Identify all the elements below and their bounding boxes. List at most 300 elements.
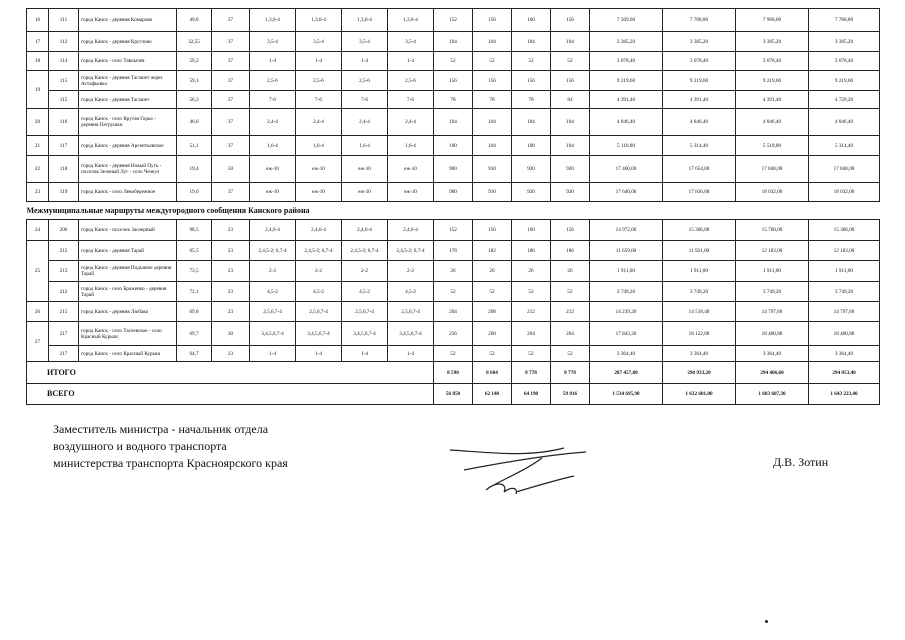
cell-code: 215 [49,302,79,322]
cell-cls: 37 [212,91,250,109]
cell-m3: 4 391,40 [736,91,809,109]
cell-q1: 178 [434,241,473,261]
cell-len: 69,7 [177,322,212,346]
signatory-title [53,421,288,472]
cell-s2: 2-2 [296,261,342,282]
cell-m3: 14 797,60 [736,302,809,322]
cell-m2: 14 518,40 [663,302,736,322]
cell-m1: 17 460,00 [590,156,663,183]
cell-s2: 2,4,5-2; 6,7-4 [296,241,342,261]
cell-s4: 3,4,5,6,7-4 [388,322,434,346]
cell-q4: 104 [551,109,590,136]
cell-code: 213 [49,261,79,282]
cell-s4: 1-4 [388,52,434,71]
cell-s2: 4,5-2 [296,282,342,302]
table-row [27,346,880,362]
cell-q4: 212 [551,302,590,322]
cell-q1: 256 [434,322,473,346]
cell-q3: 52 [512,346,551,362]
cell-m4: 3 749,20 [809,282,880,302]
cell-q3: 26 [512,261,551,282]
cell-q3: 52 [512,282,551,302]
cell-m3: 9 219,60 [736,71,809,91]
cell-q2: 104 [473,32,512,52]
cell-m2: 9 219,60 [663,71,736,91]
cell-q1: 900 [434,183,473,202]
cell-s4: еж-10 [388,156,434,183]
cell-q3: 108 [512,136,551,156]
cell-m1: 17 843,20 [590,322,663,346]
cell-q3: 264 [512,322,551,346]
cell-m2: 7 768,80 [663,9,736,32]
cell-m4: 5 314,40 [809,136,880,156]
cell-q4: 920 [551,156,590,183]
cell-q1: 152 [434,9,473,32]
table-row [27,282,880,302]
cell-name: город Канск - деревня Новый Путь - поселок Зеленый Луг - село Чечеул [79,156,177,183]
cell-m2: 3 078,40 [663,52,736,71]
cell-s1: 7-6 [250,91,296,109]
cell-q1: 100 [434,136,473,156]
cell-code: 206 [49,220,79,241]
vsego-m2: 1 632 601,00 [663,384,736,405]
cell-q4: 52 [551,346,590,362]
cell-code: 117 [49,136,79,156]
cell-s3: 2,5,6,7-4 [342,302,388,322]
cell-q2: 156 [473,9,512,32]
cell-n: 18 [27,52,49,71]
cell-cls: 37 [212,109,250,136]
cell-m3: 15 760,00 [736,220,809,241]
cell-m2: 11 921,00 [663,241,736,261]
vsego-m3: 1 683 607,30 [736,384,809,405]
cell-q2: 52 [473,282,512,302]
cell-m4: 18 400,80 [809,322,880,346]
cell-m4: 3 385,20 [809,32,880,52]
cell-s1: 1-4 [250,346,296,362]
cell-s4: еж-10 [388,183,434,202]
cell-q2: 156 [473,71,512,91]
cell-q2: 104 [473,136,512,156]
cell-m2: 3 385,20 [663,32,736,52]
cell-s2: 2,5,6,7-4 [296,302,342,322]
itogo-q3: 8 778 [512,362,551,384]
cell-q1: 52 [434,52,473,71]
routes-table-body [27,9,880,202]
cell-m2: 3 364,40 [663,346,736,362]
cell-len: 69,8 [177,302,212,322]
cell-m3: 17 848,00 [736,156,809,183]
cell-n: 17 [27,32,49,52]
cell-len: 56,3 [177,91,212,109]
signatory-line-2: воздушного и водного транспорта [53,439,227,453]
cell-name: город Канск - деревня Комарово [79,9,177,32]
itogo-q4: 8 778 [551,362,590,384]
section-title: Межмуниципальные маршруты междугородного сообщения Канского района [27,202,880,220]
cell-m1: 1 911,00 [590,261,663,282]
table-row [27,302,880,322]
cell-q1: 204 [434,302,473,322]
cell-cls: 37 [212,9,250,32]
cell-s2: 2,4-4 [296,109,342,136]
cell-name: город Канск - деревня Тагашет через Астафьевка [79,71,177,91]
cell-q3: 78 [512,91,551,109]
cell-q4: 104 [551,32,590,52]
cell-s1: 2,4,6-4 [250,220,296,241]
cell-cls: 30 [212,322,250,346]
cell-q3: 186 [512,241,551,261]
cell-s2: еж-10 [296,156,342,183]
cell-name: город Канск - село Крутая Горка - деревня Петрушки [79,109,177,136]
cell-s3: 2,4,5-2; 6,7-4 [342,241,388,261]
cell-s1: 3,5-4 [250,32,296,52]
cell-s3: 4,5-2 [342,282,388,302]
scan-speck [765,620,768,623]
handwritten-signature [446,440,596,500]
cell-m1: 11 659,00 [590,241,663,261]
cell-code: 217 [49,322,79,346]
cell-s4: 2,4,6-4 [388,220,434,241]
cell-cls: 37 [212,136,250,156]
cell-q3: 104 [512,109,551,136]
cell-q2: 260 [473,322,512,346]
vsego-m1: 1 534 695,90 [590,384,663,405]
cell-len: 64,7 [177,346,212,362]
cell-q2: 910 [473,156,512,183]
cell-s2: 1,3,6-4 [296,9,342,32]
vsego-q1: 56 858 [434,384,473,405]
itogo-row [27,362,880,384]
cell-q3: 160 [512,220,551,241]
cell-s1: еж-10 [250,156,296,183]
cell-cls: 37 [212,183,250,202]
cell-s1: 3,4,5,6,7-4 [250,322,296,346]
cell-s1: 2,5-6 [250,71,296,91]
cell-s4: 4,5-2 [388,282,434,302]
table-row [27,220,880,241]
cell-code: 115 [49,91,79,109]
cell-s4: 2-2 [388,261,434,282]
cell-q4: 156 [551,9,590,32]
table-row [27,136,880,156]
cell-q4: 186 [551,241,590,261]
cell-n: 25 [27,241,49,302]
cell-len: 59,1 [177,71,212,91]
cell-s3: еж-10 [342,183,388,202]
cell-len: 51,1 [177,136,212,156]
cell-m2: 3 749,20 [663,282,736,302]
cell-n: 19 [27,71,49,109]
cell-name: город Канск - поселок Заозерный [79,220,177,241]
table-row [27,241,880,261]
cell-n: 26 [27,302,49,322]
cell-len: 49,8 [177,9,212,32]
cell-q1: 52 [434,282,473,302]
cell-cls: 50 [212,156,250,183]
cell-len: 72,1 [177,282,212,302]
cell-s4: 2,4,5-2; 6,7-4 [388,241,434,261]
signatory-line-3: министерства транспорта Красноярского края [53,456,288,470]
table-row [27,52,880,71]
cell-m4: 3 364,40 [809,346,880,362]
cell-m2: 17 836,00 [663,183,736,202]
cell-s3: 3,5-4 [342,32,388,52]
signatory-name: Д.В. Зотин [773,455,829,469]
cell-q2: 104 [473,109,512,136]
cell-len: 65,5 [177,241,212,261]
cell-len: 19,6 [177,183,212,202]
cell-q1: 104 [434,32,473,52]
cell-m1: 14 239,20 [590,302,663,322]
cell-q3: 104 [512,32,551,52]
cell-m1: 17 640,00 [590,183,663,202]
cell-s3: 1-4 [342,52,388,71]
cell-s3: 2,5-6 [342,71,388,91]
cell-s1: 1-4 [250,52,296,71]
cell-cls: 37 [212,52,250,71]
cell-q1: 52 [434,346,473,362]
vsego-q2: 62 148 [473,384,512,405]
cell-m3: 3 749,20 [736,282,809,302]
cell-q4: 156 [551,71,590,91]
table-row [27,91,880,109]
cell-m4: 12 183,00 [809,241,880,261]
table-row [27,9,880,32]
itogo-m4: 294 053,40 [809,362,880,384]
cell-m1: 3 385,20 [590,32,663,52]
itogo-m1: 287 457,80 [590,362,663,384]
cell-n: 21 [27,136,49,156]
cell-name: город Канск - село Тасеевское - село Красный Курыш [79,322,177,346]
cell-q4: 264 [551,322,590,346]
intercity-table-body [27,220,880,362]
cell-name: город Канск - село Красный Курыш [79,346,177,362]
cell-code: 217 [49,346,79,362]
vsego-label: ВСЕГО [27,384,434,405]
cell-m2: 1 911,00 [663,261,736,282]
cell-m4: 15 366,00 [809,220,880,241]
cell-s2: 1,6-4 [296,136,342,156]
cell-len: 59,2 [177,52,212,71]
table-row [27,156,880,183]
cell-len: 46,6 [177,109,212,136]
cell-code: 112 [49,32,79,52]
cell-m1: 3 364,40 [590,346,663,362]
cell-s3: 1,3,6-4 [342,9,388,32]
table-row [27,183,880,202]
cell-code: 212 [49,282,79,302]
cell-cls: 23 [212,220,250,241]
cell-n: 16 [27,9,49,32]
cell-name: город Канск - деревня Любава [79,302,177,322]
cell-name: город Канск - деревня Тарай [79,241,177,261]
cell-m4: 4 729,20 [809,91,880,109]
cell-q2: 52 [473,52,512,71]
cell-m4: 14 797,60 [809,302,880,322]
cell-len: 32,55 [177,32,212,52]
cell-s4: 2,4-4 [388,109,434,136]
cell-name: город Канск - село Левобережное [79,183,177,202]
cell-q2: 208 [473,302,512,322]
cell-s4: 3,5-4 [388,32,434,52]
cell-m2: 5 314,40 [663,136,736,156]
cell-q2: 156 [473,220,512,241]
cell-n: 27 [27,322,49,362]
cell-m2: 4 391,40 [663,91,736,109]
cell-q3: 212 [512,302,551,322]
cell-name: город Канск - село Тавлычев [79,52,177,71]
cell-m1: 4 846,40 [590,109,663,136]
cell-cls: 23 [212,302,250,322]
cell-m3: 7 968,00 [736,9,809,32]
cell-m2: 15 366,00 [663,220,736,241]
vsego-m4: 1 643 223,40 [809,384,880,405]
cell-len: 98,5 [177,220,212,241]
signatory-line-1: Заместитель министра - начальник отдела [53,422,269,436]
cell-m2: 17 654,00 [663,156,736,183]
cell-q3: 160 [512,9,551,32]
itogo-q2: 8 684 [473,362,512,384]
cell-q4: 26 [551,261,590,282]
cell-code: 212 [49,241,79,261]
cell-m1: 4 391,40 [590,91,663,109]
cell-s1: 1,3,6-4 [250,9,296,32]
vsego-row [27,384,880,405]
cell-q1: 26 [434,261,473,282]
cell-m4: 17 848,00 [809,156,880,183]
cell-m2: 4 846,40 [663,109,736,136]
cell-cls: 23 [212,261,250,282]
cell-s2: 1-4 [296,346,342,362]
cell-m4: 1 911,00 [809,261,880,282]
table-row [27,32,880,52]
cell-s3: 2,4-4 [342,109,388,136]
cell-q2: 78 [473,91,512,109]
cell-q1: 78 [434,91,473,109]
table-row [27,261,880,282]
cell-name: город Канск - деревня Арсентьевское [79,136,177,156]
cell-m4: 3 078,40 [809,52,880,71]
cell-m1: 7 569,60 [590,9,663,32]
cell-s3: 2-2 [342,261,388,282]
cell-s4: 7-6 [388,91,434,109]
cell-q4: 104 [551,136,590,156]
cell-s4: 1-4 [388,346,434,362]
cell-s3: 2,4,6-4 [342,220,388,241]
cell-code: 111 [49,9,79,32]
cell-s3: 3,4,5,6,7-4 [342,322,388,346]
cell-cls: 23 [212,282,250,302]
cell-cls: 23 [212,346,250,362]
cell-s4: 1,6-4 [388,136,434,156]
cell-s4: 2,5-6 [388,71,434,91]
cell-m1: 14 972,00 [590,220,663,241]
cell-s2: 1-4 [296,52,342,71]
cell-code: 114 [49,52,79,71]
cell-q3: 920 [512,156,551,183]
cell-q3: 156 [512,71,551,91]
cell-q4: 52 [551,282,590,302]
cell-q1: 156 [434,71,473,91]
cell-n: 20 [27,109,49,136]
cell-len: 19,4 [177,156,212,183]
cell-s3: 1-4 [342,346,388,362]
cell-m3: 3 078,40 [736,52,809,71]
itogo-label: ИТОГО [27,362,434,384]
cell-q2: 26 [473,261,512,282]
cell-m3: 12 183,00 [736,241,809,261]
cell-m3: 3 385,20 [736,32,809,52]
table-row [27,322,880,346]
cell-n: 23 [27,183,49,202]
vsego-q4: 59 816 [551,384,590,405]
cell-s4: 2,5,6,7-4 [388,302,434,322]
cell-m1: 9 219,60 [590,71,663,91]
cell-q1: 152 [434,220,473,241]
cell-m4: 4 846,40 [809,109,880,136]
cell-m3: 4 846,40 [736,109,809,136]
routes-table [26,8,880,405]
cell-m4: 7 768,80 [809,9,880,32]
cell-q2: 910 [473,183,512,202]
cell-code: 118 [49,156,79,183]
table-row [27,109,880,136]
cell-s3: еж-10 [342,156,388,183]
cell-name: город Канск - деревня Тагашет [79,91,177,109]
cell-m4: 18 032,00 [809,183,880,202]
cell-q2: 182 [473,241,512,261]
cell-m3: 18 032,00 [736,183,809,202]
cell-m2: 18 122,00 [663,322,736,346]
vsego-q3: 64 190 [512,384,551,405]
cell-s1: 4,5-2 [250,282,296,302]
itogo-q1: 8 590 [434,362,473,384]
cell-s3: 7-6 [342,91,388,109]
cell-s2: 2,5-6 [296,71,342,91]
cell-code: 115 [49,71,79,91]
cell-m3: 5 518,80 [736,136,809,156]
cell-q1: 900 [434,156,473,183]
cell-q2: 52 [473,346,512,362]
cell-m3: 18 400,80 [736,322,809,346]
itogo-m2: 290 933,20 [663,362,736,384]
cell-s1: 2,5,6,7-4 [250,302,296,322]
cell-cls: 37 [212,32,250,52]
itogo-m3: 294 406,60 [736,362,809,384]
cell-m3: 1 911,00 [736,261,809,282]
cell-m3: 3 364,40 [736,346,809,362]
cell-s3: 1,6-4 [342,136,388,156]
cell-s2: 3,4,5,6,7-4 [296,322,342,346]
cell-q3: 52 [512,52,551,71]
cell-code: 116 [49,109,79,136]
cell-s1: еж-10 [250,183,296,202]
cell-name: город Канск - деревня Круглово [79,32,177,52]
cell-q4: 84 [551,91,590,109]
cell-s1: 2,4,5-2; 6,7-4 [250,241,296,261]
cell-cls: 37 [212,71,250,91]
cell-q4: 52 [551,52,590,71]
cell-s2: еж-10 [296,183,342,202]
cell-len: 73,5 [177,261,212,282]
section-header-row [27,202,880,220]
cell-code: 119 [49,183,79,202]
cell-cls: 23 [212,241,250,261]
table-row [27,71,880,91]
cell-m4: 9 219,60 [809,71,880,91]
cell-m1: 3 078,40 [590,52,663,71]
cell-m1: 3 749,20 [590,282,663,302]
